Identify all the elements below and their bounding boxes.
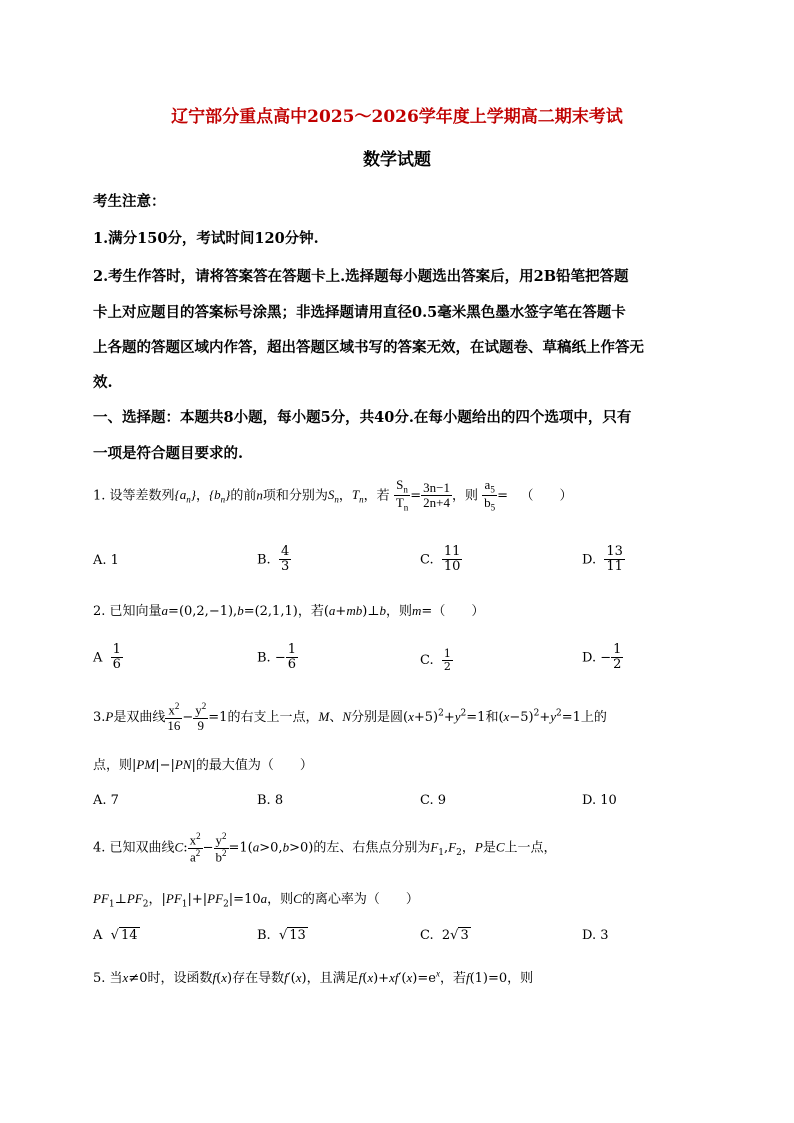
question-5-line-1: 5. 当x≠0时，设函数f(x)存在导数f′(x)，且满足$f(x)+xf'(x)=e^x$，若f(1)=0，则 [93, 968, 534, 986]
q3-option-b: B. 8 [257, 793, 284, 808]
q3-option-a: A. 7 [93, 793, 119, 808]
q3-option-d: D. 10 [582, 793, 617, 808]
q4-option-c: C. 2√ 3 [420, 928, 469, 943]
q1-option-b: B. $\frac{4}{3}$ [257, 544, 290, 575]
notice-item-1: 1.满分150分，考试时间120分钟. [93, 230, 319, 247]
question-4-line-1: 4. 已知双曲线C: $\frac{x^2}{a^2}$ − $\frac{y^2}{b^2}$ =1(a>0,b>0)的左、右焦点分别为$F_1,F_2$，P是C上一点， [93, 831, 557, 864]
question-4-line-2: $PF_1\perp PF_2$，$|PF_1|+|PF_2|=10a$，则C的离心率为（ ） [93, 891, 419, 910]
q1-option-d: D. $\frac{13}{11}$ [582, 544, 623, 575]
q3-option-c: C. 9 [420, 793, 447, 808]
question-1: 1. 设等差数列$\{a_n\}$，$\{b_n\}$的前n项和分别为$S_n$，$T_n$，若 $\frac{S_n}{T_n}$ = $\frac{3n-1}{2n+4}$ ，则 $\frac{a_5}{b_5}$ = （ ） [93, 477, 573, 514]
q1-option-c: C. $\frac{11}{10}$ [420, 544, 461, 575]
exam-subtitle: 数学试题 [363, 150, 431, 170]
notice-item-2-line-4: 效. [93, 374, 113, 391]
q4-option-d: D. 3 [582, 928, 609, 943]
notice-item-2-line-1: 2.考生作答时，请将答案答在答题卡上.选择题每小题选出答案后，用2B铅笔把答题 [93, 268, 629, 285]
q2-option-b: B. − $\frac{1}{6}$ [257, 642, 296, 673]
question-3-line-2: 点，则|PM|−|PN|的最大值为（ ） [93, 757, 313, 773]
q1-option-a: A. 1 [93, 553, 119, 568]
q2-option-c: C. $\frac{1}{2}$ [420, 647, 451, 674]
q4-option-b: B. √ 13 [257, 928, 306, 943]
question-3-line-1: 3.P是双曲线 $\frac{x^2}{16}$ − $\frac{y^2}{9}$ =1的右支上一点，M、N分别是圆$(x+5)^2+y^2=1$和$(x-5)^2+y^2=1$上的 [93, 701, 607, 733]
notice-item-2-line-2: 卡上对应题目的答案标号涂黑；非选择题请用直径0.5毫米黑色墨水签字笔在答题卡 [93, 304, 626, 321]
notice-item-2-line-3: 上各题的答题区域内作答，超出答题区域书写的答案无效，在试题卷、草稿纸上作答无 [93, 339, 644, 356]
section-1-line-1: 一、选择题：本题共8小题，每小题5分，共40分.在每小题给出的四个选项中，只有 [93, 409, 632, 426]
q2-option-a: A $\frac{1}{6}$ [93, 642, 121, 673]
section-1-line-2: 一项是符合题目要求的. [93, 445, 244, 462]
exam-title: 辽宁部分重点高中2025～2026学年度上学期高二期末考试 [171, 107, 623, 127]
q2-option-d: D. − $\frac{1}{2}$ [582, 642, 622, 673]
q4-option-a: A √ 14 [93, 928, 138, 943]
notice-heading: 考生注意： [93, 193, 166, 210]
question-2: 2. 已知向量a=(0,2,−1),b=(2,1,1)，若(a+mb)⊥b，则m=（ ） [93, 603, 485, 619]
